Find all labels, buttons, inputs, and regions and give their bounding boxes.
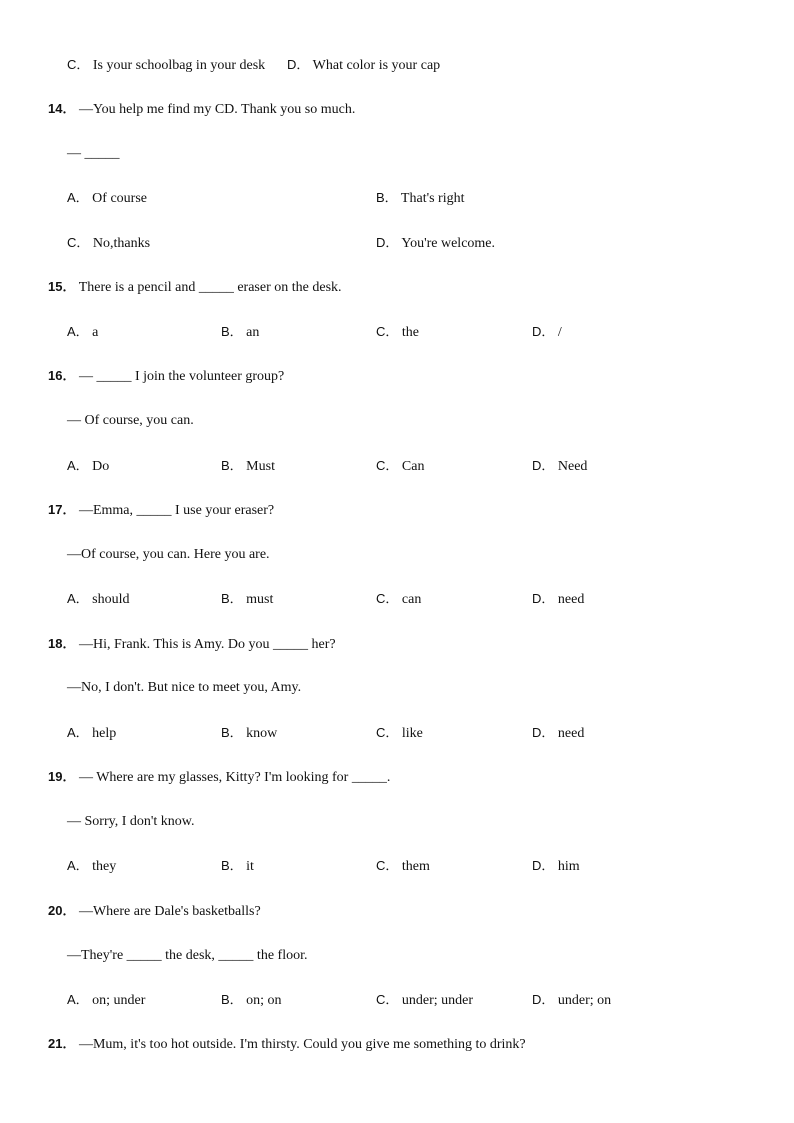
option-letter: B． — [221, 591, 243, 606]
option-text: You're welcome. — [401, 236, 496, 251]
option-letter: D． — [532, 458, 555, 473]
q16-reply: — Of course, you can. — [67, 413, 194, 428]
question-prompt: —Where are Dale's basketballs? — [78, 904, 261, 919]
option-letter: C． — [376, 725, 399, 740]
question-prompt: — _____ I join the volunteer group? — [78, 369, 285, 384]
q14-reply: — _____ — [67, 146, 120, 161]
option-letter: C． — [376, 858, 399, 873]
option-letter: C． — [67, 57, 90, 72]
option-text: a — [92, 325, 99, 340]
question-number: 19． — [48, 769, 76, 784]
q18-option-c — [376, 724, 423, 743]
q17-reply: —Of course, you can. Here you are. — [67, 547, 270, 562]
q18-option-a — [67, 724, 116, 743]
q17-option-d — [532, 590, 584, 609]
option-text: him — [557, 859, 580, 874]
option-letter: A． — [67, 458, 89, 473]
option-letter: C． — [376, 324, 399, 339]
option-text: That's right — [400, 191, 465, 206]
option-text: Must — [246, 459, 275, 474]
option-text: must — [246, 592, 274, 607]
option-text: should — [92, 592, 130, 607]
question-number: 21． — [48, 1036, 76, 1051]
q16-option-b — [221, 457, 275, 476]
q20-reply: —They're _____ the desk, _____ the floor. — [67, 948, 308, 963]
question-number: 20． — [48, 903, 76, 918]
option-letter: B． — [221, 324, 243, 339]
q16-option-d — [532, 457, 587, 476]
question-prompt: — Where are my glasses, Kitty? I'm looking for _____. — [78, 770, 391, 785]
q14-option-b — [376, 189, 465, 208]
option-letter: A． — [67, 858, 89, 873]
option-letter: D． — [532, 591, 555, 606]
question-prompt: —Mum, it's too hot outside. I'm thirsty. Could you give me something to drink? — [78, 1037, 526, 1052]
q16-option-a — [67, 457, 109, 476]
question-14 — [48, 100, 355, 119]
option-text: Do — [92, 459, 110, 474]
option-text: know — [246, 726, 278, 741]
question-number: 14． — [48, 101, 76, 116]
option-letter: B． — [221, 992, 243, 1007]
option-letter: A． — [67, 725, 89, 740]
option-text: they — [92, 859, 117, 874]
option-text: Need — [557, 459, 588, 474]
q15-option-c — [376, 323, 419, 342]
q19-option-a — [67, 857, 116, 876]
option-text: on; under — [92, 993, 146, 1008]
option-letter: D． — [376, 235, 399, 250]
option-text: under; under — [401, 993, 474, 1008]
q17-option-a — [67, 590, 130, 609]
option-letter: B． — [221, 858, 243, 873]
option-letter: A． — [67, 992, 89, 1007]
option-text: / — [557, 325, 562, 340]
q14-option-d — [376, 234, 495, 253]
option-letter: D． — [532, 725, 555, 740]
option-text: need — [557, 726, 585, 741]
q20-option-a — [67, 991, 145, 1010]
option-letter: D． — [532, 992, 555, 1007]
q20-option-c — [376, 991, 473, 1010]
q19-option-c — [376, 857, 430, 876]
option-letter: A． — [67, 324, 89, 339]
q18-option-d — [532, 724, 584, 743]
q20-option-b — [221, 991, 282, 1010]
option-text: What color is your cap — [312, 58, 441, 73]
option-letter: A． — [67, 190, 89, 205]
question-17 — [48, 501, 274, 520]
option-text: Can — [401, 459, 425, 474]
option-letter: B． — [376, 190, 398, 205]
q18-reply: —No, I don't. But nice to meet you, Amy. — [67, 680, 302, 695]
question-number: 15． — [48, 279, 76, 294]
option-text: can — [401, 592, 422, 607]
option-letter: A． — [67, 591, 89, 606]
q19-option-d — [532, 857, 580, 876]
question-15 — [48, 278, 342, 297]
question-prompt: —You help me find my CD. Thank you so much. — [78, 102, 356, 117]
option-letter: B． — [221, 458, 243, 473]
q15-option-a — [67, 323, 98, 342]
option-text: need — [557, 592, 585, 607]
q19-option-b — [221, 857, 254, 876]
option-text: it — [246, 859, 254, 874]
question-19 — [48, 768, 390, 787]
option-letter: C． — [67, 235, 90, 250]
option-text: an — [246, 325, 260, 340]
question-prompt: There is a pencil and _____ eraser on the desk. — [78, 280, 342, 295]
q20-option-d — [532, 991, 611, 1010]
q17-option-c — [376, 590, 421, 609]
question-16 — [48, 367, 284, 386]
question-prompt: —Hi, Frank. This is Amy. Do you _____ her? — [78, 637, 336, 652]
q13-option-d — [287, 56, 440, 75]
option-text: the — [401, 325, 419, 340]
q17-option-b — [221, 590, 273, 609]
option-text: them — [401, 859, 430, 874]
question-number: 16． — [48, 368, 76, 383]
option-text: Is your schoolbag in your desk — [92, 58, 266, 73]
option-text: under; on — [557, 993, 612, 1008]
option-text: Of course — [92, 191, 147, 206]
option-letter: D． — [532, 324, 555, 339]
question-number: 18． — [48, 636, 76, 651]
q14-option-c — [67, 234, 150, 253]
option-letter: D． — [287, 57, 310, 72]
option-text: on; on — [246, 993, 282, 1008]
q13-option-c — [67, 56, 265, 75]
q18-option-b — [221, 724, 277, 743]
option-text: No,thanks — [92, 236, 151, 251]
q14-option-a — [67, 189, 147, 208]
q16-option-c — [376, 457, 424, 476]
option-letter: C． — [376, 591, 399, 606]
option-letter: B． — [221, 725, 243, 740]
question-18 — [48, 635, 336, 654]
option-letter: D． — [532, 858, 555, 873]
q15-option-b — [221, 323, 259, 342]
question-20 — [48, 902, 261, 921]
question-21 — [48, 1035, 526, 1054]
option-text: help — [92, 726, 117, 741]
option-text: like — [401, 726, 423, 741]
option-letter: C． — [376, 992, 399, 1007]
question-number: 17． — [48, 502, 76, 517]
question-prompt: —Emma, _____ I use your eraser? — [78, 503, 275, 518]
q19-reply: — Sorry, I don't know. — [67, 814, 195, 829]
option-letter: C． — [376, 458, 399, 473]
q15-option-d — [532, 323, 562, 342]
